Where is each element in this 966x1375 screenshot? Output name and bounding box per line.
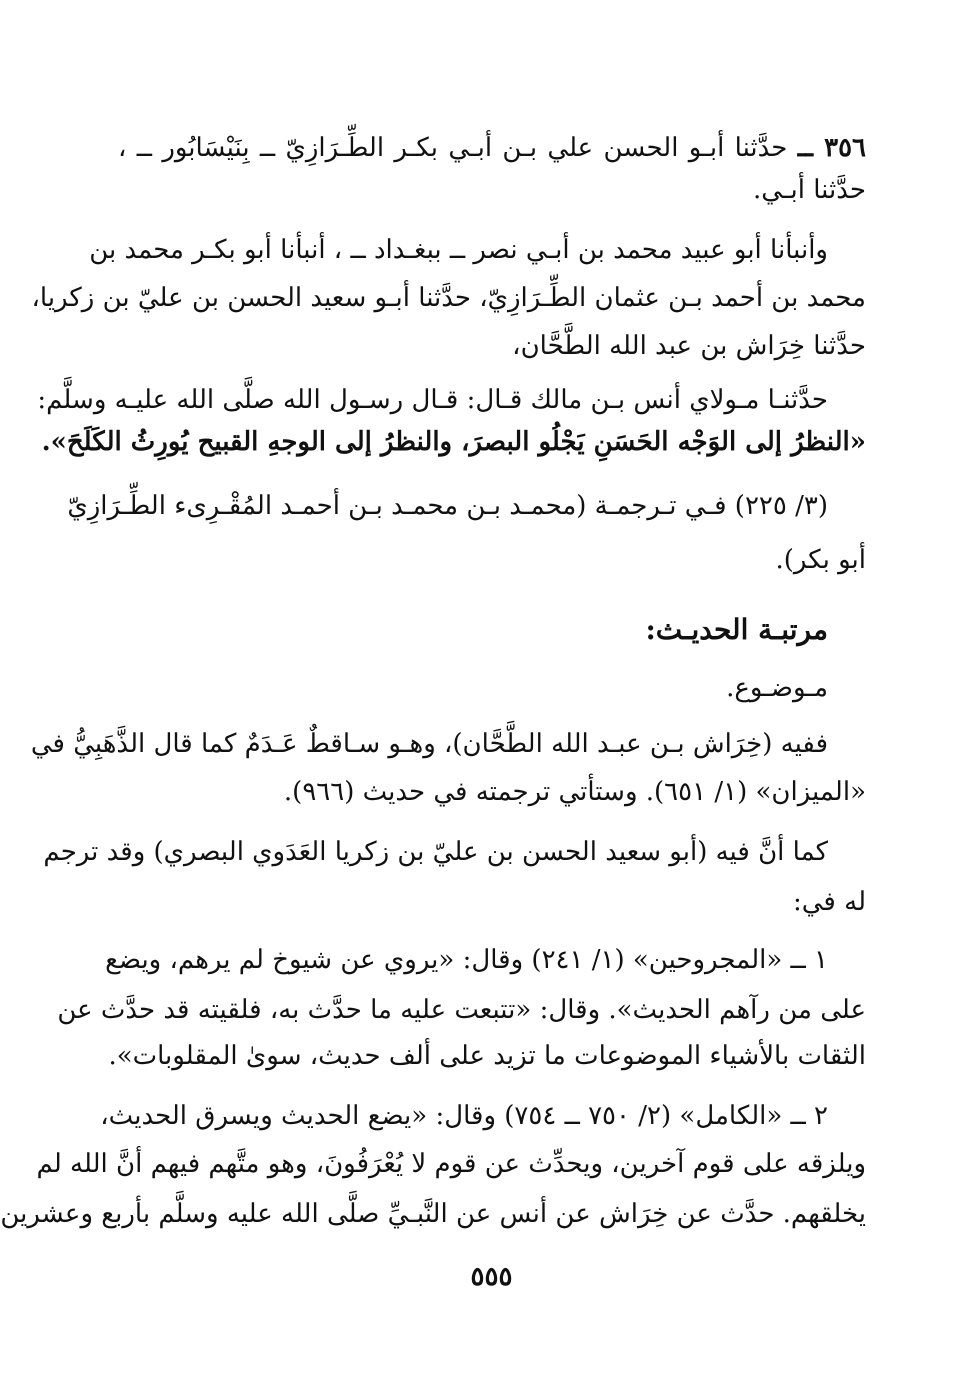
matn-quote: «النظرُ إلى الوَجْه الحَسَنِ يَجْلُو البصرَ، والنظرُ إلى الوجهِ القبيح يُورِثُ الكَلَحَ». <box>41 427 866 457</box>
hadith-number: ٣٥٦ ــ <box>797 133 867 163</box>
entry-line-1 <box>118 128 866 168</box>
page-number: ٥٥٥ <box>470 1262 513 1292</box>
chain-line-3: حدَّثنا خِرَاش بن عبد الله الطَّحَّان، <box>512 331 866 361</box>
para1-line-1: ففيه (خِرَاش بـن عبـد الله الطَّحَّان)، وهـو سـاقطٌ عَـدَمٌ كما قال الذَّهَبِيُّ في <box>30 729 828 759</box>
grade-heading: مرتبـة الحديـث: <box>645 613 828 646</box>
entry-line-2: حدَّثنا أبـي. <box>752 175 866 205</box>
matn-line-1: حدَّثنـا مـولاي أنس بـن مالك قـال: قـال رسـول الله صلَّى الله عليـه وسلَّم: <box>37 385 828 415</box>
para2-line-1: كما أنَّ فيه (أبو سعيد الحسن بن عليّ بن زكريا العَدَوي البصري) وقد ترجم <box>43 837 828 867</box>
para1-line-2: «الميزان» (١/ ٦٥١). وستأتي ترجمته في حديث (٩٦٦). <box>283 777 866 807</box>
item2-line-1: ٢ ــ «الكامل» (٢/ ٧٥٠ ــ ٧٥٤) وقال: «يضع الحديث ويسرق الحديث، <box>100 1101 828 1131</box>
chain-line-2: محمد بن أحمد بـن عثمان الطِّـرَازِيّ، حدَّثنا أبـو سعيد الحسن بن عليّ بن زكريا، <box>31 283 866 313</box>
item1-line-3: الثقات بالأشياء الموضوعات ما تزيد على ألف حديث، سوىٰ المقلوبات». <box>108 1041 866 1071</box>
item1-line-1: ١ ــ «المجروحين» (١/ ٢٤١) وقال: «يروي عن شيوخ لم يرهم، ويضع <box>105 945 828 975</box>
item1-line-2: على من رآهم الحديث». وقال: «تتبعت عليه ما حدَّث به، فلقيته قد حدَّث عن <box>57 995 866 1025</box>
item2-line-2: ويلزقه على قوم آخرين، ويحدِّث عن قوم لا يُعْرَفُونَ، وهو متَّهم فيهم أنَّ الله لم <box>36 1149 866 1179</box>
para2-line-2: له في: <box>793 887 866 917</box>
chain-line-1: وأنبأنا أبو عبيد محمد بن أبـي نصر ــ ببغـداد ــ ، أنبأنا أبو بكـر محمد بن <box>89 235 828 265</box>
entry-chain-start: حدَّثنا أبـو الحسن علي بـن أبـي بكـر الطِّـرَازِيّ ــ بِنَيْسَابُور ــ ، <box>118 133 788 163</box>
grade-value: مـوضـوع. <box>726 673 828 703</box>
reference-line-1: (٣/ ٢٢٥) فـي تـرجمـة (محمـد بـن محمـد بـن أحمـد المُقْـرِىء الطِّـرَازِيّ <box>67 491 828 521</box>
item2-line-3: يخلقهم. حدَّث عن خِرَاش عن أنس عن النَّبـيِّ صلَّى الله عليه وسلَّم بأربع وعشرين <box>0 1199 866 1229</box>
reference-line-2: أبو بكر). <box>775 545 866 575</box>
